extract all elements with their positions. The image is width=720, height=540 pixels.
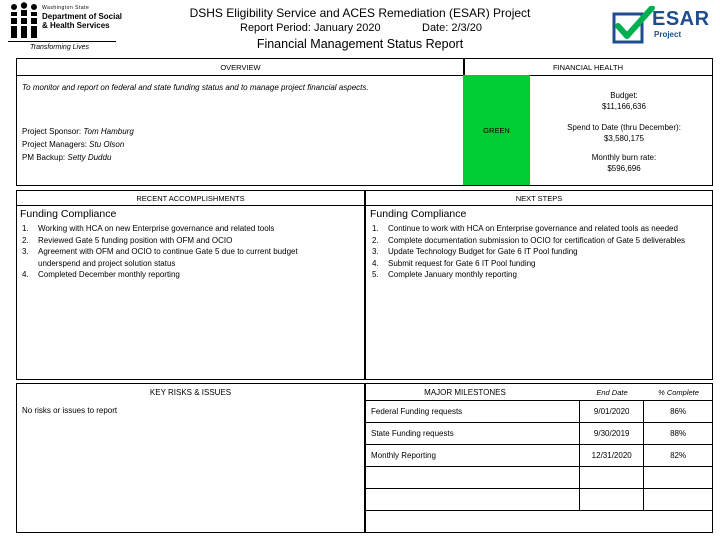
spend-to-date (535, 122, 713, 144)
list-item-number: 2. (22, 235, 29, 245)
list-item-text: Working with HCA on new Enterprise governance and related tools (38, 224, 275, 233)
backup-name: Setty Duddu (67, 153, 112, 162)
list-item (372, 269, 692, 281)
list-item-text: Complete documentation submission to OCIO for certification of Gate 5 deliverables (388, 235, 686, 245)
list-item-number: 4. (372, 258, 379, 268)
list-item-text: Continue to work with HCA on Enterprise governance and related tools as needed (388, 224, 678, 233)
list-item-text: Update Technology Budget for Gate 6 IT Pool funding (388, 247, 578, 256)
list-item (372, 246, 692, 258)
accomplishments-list (22, 223, 342, 281)
list-item-text: Reviewed Gate 5 funding position with OFM and OCIO (38, 235, 233, 245)
next-steps-section: Funding Compliance (370, 208, 467, 220)
backup-label: PM Backup: (22, 153, 68, 162)
list-item-text: Completed December monthly reporting (38, 270, 180, 279)
table-row (366, 489, 713, 511)
milestone-percent (644, 467, 713, 489)
report-period: Report Period: January 2020 (240, 22, 381, 34)
milestone-name: Federal Funding requests (366, 401, 580, 423)
milestone-end-date: 9/30/2019 (580, 423, 644, 445)
list-item (22, 269, 342, 281)
milestone-end-date (580, 489, 644, 511)
next-steps-list (372, 223, 692, 281)
list-item-text: Complete January monthly reporting (388, 270, 517, 279)
org-tagline: Transforming Lives (30, 44, 90, 51)
list-item (372, 235, 692, 247)
sponsor-label: Project Sponsor: (22, 127, 84, 136)
report-subtitle: Financial Management Status Report (256, 37, 464, 51)
list-item-number: 3. (22, 247, 29, 256)
list-item-text: Agreement with OFM and OCIO to continue Gate 5 due to current budget underspend and project solution status (38, 247, 298, 268)
list-item-number: 5. (372, 270, 379, 279)
risks-heading: KEY RISKS & ISSUES (149, 388, 232, 397)
end-date-header: End Date (596, 388, 628, 397)
budget (535, 90, 713, 112)
dshs-logo (8, 2, 123, 54)
overview-purpose: To monitor and report on federal and state funding status and to manage project financial aspects. (22, 83, 369, 92)
logo-divider (8, 41, 116, 42)
budget-value: $11,166,636 (602, 102, 646, 111)
accomplishments-heading: RECENT ACCOMPLISHMENTS (136, 194, 245, 203)
table-row (366, 445, 713, 467)
list-item-text: Submit request for Gate 6 IT Pool funding (388, 258, 536, 268)
dshs-people-icon (8, 2, 40, 40)
milestones-heading: MAJOR MILESTONES (424, 388, 506, 397)
list-item-number: 2. (372, 235, 379, 245)
list-item (22, 223, 342, 235)
milestones-table (365, 400, 713, 511)
milestone-percent: 88% (644, 423, 713, 445)
list-item-number: 4. (22, 270, 29, 279)
org-state: Washington State (42, 5, 90, 11)
health-status-indicator (463, 75, 530, 185)
table-row (366, 467, 713, 489)
checkmark-icon (612, 6, 656, 46)
milestone-name: State Funding requests (366, 423, 580, 445)
managers-label: Project Managers: (22, 140, 90, 149)
milestone-percent: 86% (644, 401, 713, 423)
pm-backup (22, 152, 111, 163)
list-item (22, 246, 342, 269)
esar-logo-sub: Project (654, 30, 682, 39)
burn-label: Monthly burn rate: (591, 153, 657, 162)
list-item-number: 1. (22, 224, 29, 233)
esar-logo-text: ESAR (652, 8, 710, 30)
milestone-end-date: 12/31/2020 (580, 445, 644, 467)
table-row (366, 401, 713, 423)
managers-name: Stu Olson (89, 140, 125, 149)
milestone-name (366, 467, 580, 489)
project-managers (22, 139, 124, 150)
milestone-percent: 82% (644, 445, 713, 467)
table-row (366, 423, 713, 445)
esar-logo (612, 6, 712, 46)
milestone-end-date: 9/01/2020 (580, 401, 644, 423)
spend-label: Spend to Date (thru December): (567, 123, 681, 132)
percent-complete-header: % Complete (658, 388, 699, 397)
project-sponsor (22, 126, 134, 137)
accomplishments-section: Funding Compliance (20, 208, 117, 220)
financial-health-heading: FINANCIAL HEALTH (552, 63, 623, 72)
milestone-name: Monthly Reporting (366, 445, 580, 467)
list-item (372, 258, 692, 270)
health-status-text: GREEN (483, 125, 510, 135)
burn-value: $596,696 (607, 164, 641, 173)
budget-label: Budget: (610, 91, 638, 100)
milestone-name (366, 489, 580, 511)
overview-heading: OVERVIEW (220, 63, 261, 72)
report-date: Date: 2/3/20 (422, 22, 482, 34)
list-item-number: 3. (372, 247, 379, 256)
milestone-end-date (580, 467, 644, 489)
list-item (22, 235, 342, 247)
milestone-percent (644, 489, 713, 511)
spend-value: $3,580,175 (603, 134, 645, 143)
risks-text: No risks or issues to report (22, 406, 118, 415)
list-item (372, 223, 692, 235)
sponsor-name: Tom Hamburg (83, 127, 134, 136)
org-name: Department of Social & Health Services (42, 12, 123, 30)
report-title: DSHS Eligibility Service and ACES Remediation (ESAR) Project (189, 6, 531, 20)
list-item-number: 1. (372, 224, 379, 233)
next-steps-heading: NEXT STEPS (515, 194, 563, 203)
burn-rate (535, 152, 713, 174)
